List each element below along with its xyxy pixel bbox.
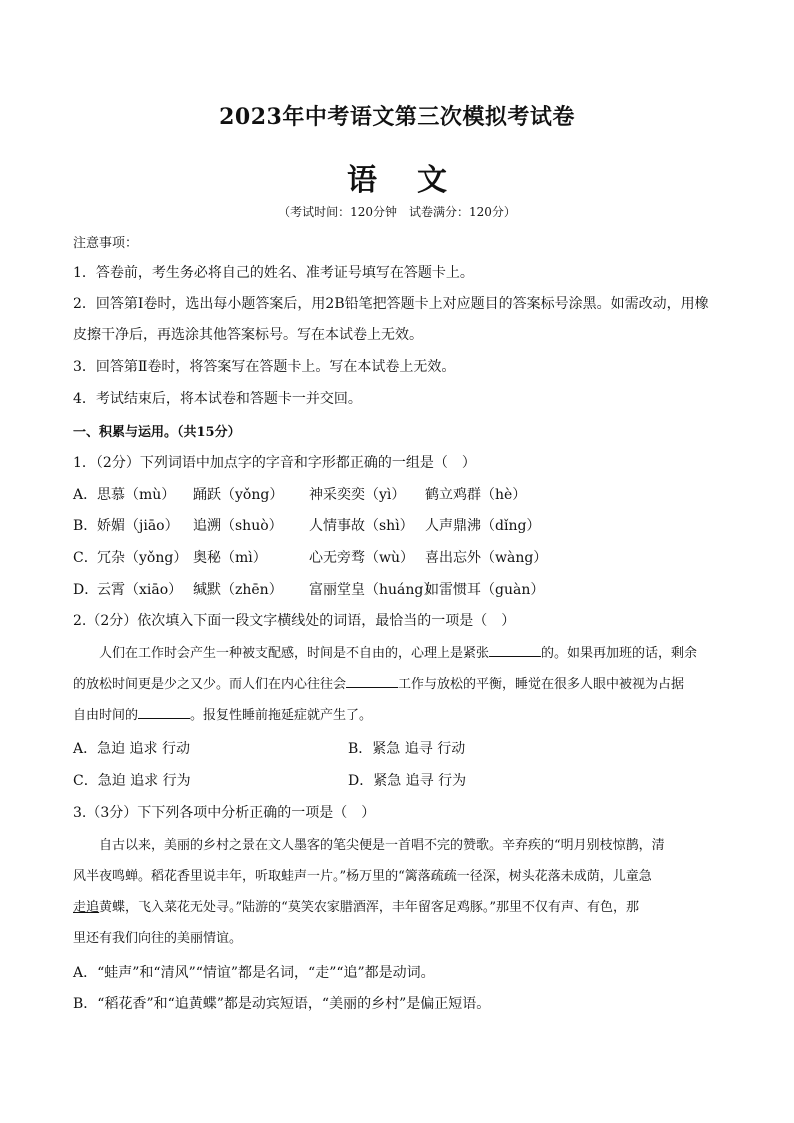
option-word: 鹤立鸡群（hè） bbox=[425, 487, 527, 503]
fill-blank-3 bbox=[138, 706, 190, 719]
notice-item-2-cont: 皮擦干净后，再选涂其他答案标号。写在本试卷上无效。 bbox=[73, 327, 423, 343]
section-1-heading: 一、积累与运用。（共15分） bbox=[73, 425, 241, 440]
q3-option-a: A．“蛙声”和“清风”“情谊”都是名词，“走”“追”都是动词。 bbox=[73, 965, 435, 981]
q2-passage bbox=[73, 638, 721, 731]
option-word: 思慕（mù） bbox=[97, 487, 176, 503]
option-word: 富丽堂皇（huáng） bbox=[309, 582, 438, 598]
option-word: 冗杂（yǒng） bbox=[97, 550, 188, 566]
notice-item-3: 3．回答第Ⅱ卷时，将答案写在答题卡上。写在本试卷上无效。 bbox=[73, 359, 456, 375]
notice-item-4: 4．考试结束后，将本试卷和答题卡一并交回。 bbox=[73, 391, 362, 407]
q3-passage-line: 里还有我们向往的美丽情谊。 bbox=[73, 931, 243, 946]
q2-option-b: B．紧急 追寻 行动 bbox=[348, 741, 466, 757]
q2-passage-text: 的放松时间更是少之又少。而人们在内心往往会 bbox=[73, 677, 347, 692]
option-word: 心无旁骛（wù） bbox=[309, 550, 414, 566]
q2-option-d: D．紧急 追寻 行为 bbox=[348, 773, 467, 789]
notice-item-1: 1．答卷前，考生务必将自己的姓名、准考证号填写在答题卡上。 bbox=[73, 265, 474, 281]
q1-option-c bbox=[73, 547, 547, 567]
option-word: 缄默（zhēn） bbox=[193, 582, 283, 598]
q3-underlined-word: 追 bbox=[86, 900, 100, 915]
q1-option-a bbox=[73, 484, 526, 504]
q1-option-d bbox=[73, 579, 544, 599]
q2-passage-text: 的。如果再加班的话，剩余 bbox=[541, 646, 698, 661]
notice-item-2: 2．回答第Ⅰ卷时，选出每小题答案后，用2B铅笔把答题卡上对应题目的答案标号涂黑。如需改动，用橡 bbox=[73, 296, 709, 312]
option-word: 人情事故（shì） bbox=[309, 518, 414, 534]
q3-stem: 3.（3分）下下列各项中分析正确的一项是（ ） bbox=[73, 805, 376, 821]
q2-passage-text: 自由时间的 bbox=[73, 708, 139, 723]
q2-option-a: A．急迫 追求 行动 bbox=[73, 741, 191, 757]
option-word: 喜出忘外（wàng） bbox=[425, 550, 548, 566]
q3-passage bbox=[73, 830, 721, 954]
option-label: C． bbox=[73, 550, 98, 566]
q3-passage-text: 黄蝶，飞入菜花无处寻。”陆游的“莫笑农家腊酒浑，丰年留客足鸡豚。”那里不仅有声、有色，那 bbox=[99, 900, 639, 915]
option-word: 追溯（shuò） bbox=[193, 518, 283, 534]
option-word: 人声鼎沸（dǐng） bbox=[425, 518, 541, 534]
option-label: A． bbox=[73, 487, 98, 503]
q2-option-c: C．急迫 追求 行为 bbox=[73, 773, 191, 789]
option-word: 云霄（xiāo） bbox=[97, 582, 183, 598]
option-word: 如雷惯耳（guàn） bbox=[425, 582, 545, 598]
q3-underlined-word: 走 bbox=[73, 900, 87, 915]
q2-passage-text: 人们在工作时会产生一种被支配感，时间是不自由的，心理上是紧张 bbox=[99, 646, 490, 661]
option-label: D． bbox=[73, 582, 99, 598]
option-word: 奥秘（mì） bbox=[193, 550, 267, 566]
q2-passage-text: 工作与放松的平衡，睡觉在很多人眼中被视为占据 bbox=[398, 677, 685, 692]
q1-stem: 1．（2分）下列词语中加点字的字音和字形都正确的一组是（ ） bbox=[73, 455, 476, 471]
fill-blank-2 bbox=[346, 675, 398, 688]
option-label: B． bbox=[73, 518, 98, 534]
notice-heading: 注意事项： bbox=[73, 236, 139, 251]
subject-title: 语文 bbox=[347, 163, 487, 198]
fill-blank-1 bbox=[489, 644, 541, 657]
option-word: 踊跃（yǒng） bbox=[193, 487, 284, 503]
exam-title: 2023年中考语文第三次模拟考试卷 bbox=[219, 104, 575, 130]
option-word: 神采奕奕（yì） bbox=[309, 487, 406, 503]
q3-passage-line: 自古以来，美丽的乡村之景在文人墨客的笔尖便是一首唱不完的赞歌。辛弃疾的“明月别枝惊鹊，清 bbox=[99, 838, 665, 853]
q3-passage-line: 风半夜鸣蝉。稻花香里说丰年，听取蛙声一片。”杨万里的“篱落疏疏一径深，树头花落未成荫，儿童急 bbox=[73, 869, 652, 884]
q1-option-b bbox=[73, 515, 540, 535]
q2-stem: 2.（2分）依次填入下面一段文字横线处的词语，最恰当的一项是（ ） bbox=[73, 613, 516, 629]
q2-passage-text: 。报复性睡前拖延症就产生了。 bbox=[190, 708, 373, 723]
exam-meta: （考试时间：120分钟 试卷满分：120分） bbox=[278, 205, 516, 219]
q3-option-b: B．“稻花香”和“追黄蝶”都是动宾短语，“美丽的乡村”是偏正短语。 bbox=[73, 996, 491, 1012]
option-word: 娇媚（jiāo） bbox=[97, 518, 179, 534]
